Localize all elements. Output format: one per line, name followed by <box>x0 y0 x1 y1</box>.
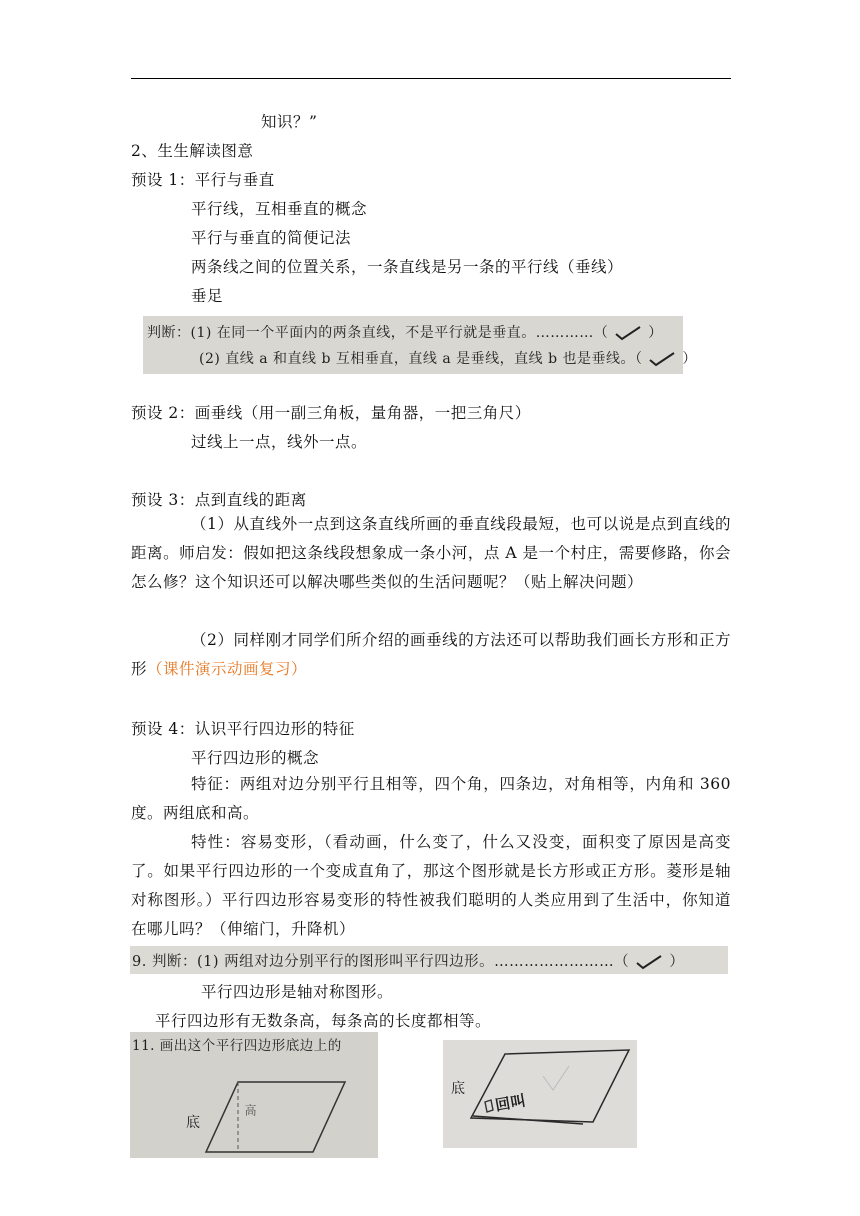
photo-line-2: (2) 直线 a 和直线 b 互相垂直，直线 a 是垂线，直线 b 也是垂线。（ <box>199 351 643 367</box>
photo-close-2: ） <box>682 351 697 367</box>
worksheet-photo-parallelogram <box>130 1032 378 1158</box>
height-label: 高 <box>243 1104 257 1117</box>
student-drawing-photo <box>443 1040 637 1148</box>
text-line-9: 过线上一点，线外一点。 <box>191 433 368 451</box>
photo-close-1: ） <box>648 325 663 341</box>
photo-line-1: 判断：(1) 在同一个平面内的两条直线，不是平行就是垂直。…………（ <box>147 325 609 341</box>
worksheet-photo-judgment-1 <box>143 316 697 374</box>
photo2-line-1: 9. 判断：(1) 两组对边分别平行的图形叫平行四边形。……………………（ <box>132 954 630 970</box>
text-line-12: 平行四边形的概念 <box>191 749 320 767</box>
checkmark-icon <box>613 326 643 340</box>
text-line-4: 平行线，互相垂直的概念 <box>191 200 368 218</box>
text-line-5: 平行与垂直的简便记法 <box>191 229 352 247</box>
photo3-title: 11. 画出这个平行四边形底边上的 <box>132 1038 342 1054</box>
paragraph-rectangle <box>131 626 731 684</box>
text-line-6: 两条线之间的位置关系，一条直线是另一条的平行线（垂线） <box>191 258 624 276</box>
worksheet-photo-judgment-2 <box>130 946 728 974</box>
paragraph-properties: 特性：容易变形，（看动画，什么变了，什么又没变，面积变了原因是高变了。如果平行四边形的一个变成直角了，那这个图形就是长方形或正方形。菱形是轴对称图形。）平行四边形容易变形的特性被我们聪明的人类应用到了生活中，你知道在哪儿吗？（伸缩门，升降机） <box>131 833 731 938</box>
text-line-14: 平行四边形有无数条高，每条高的长度都相等。 <box>155 1012 492 1030</box>
preset-1-heading: 预设 1：平行与垂直 <box>131 171 275 189</box>
base-label: 底 <box>186 1115 201 1131</box>
checkmark-icon <box>634 955 664 969</box>
student-parallelogram <box>443 1040 637 1148</box>
preset-2-heading: 预设 2：画垂线（用一副三角板，量角器，一把三角尺） <box>131 404 531 422</box>
courseware-note: （课件演示动画复习） <box>147 660 308 678</box>
header-rule <box>131 78 731 79</box>
text-line-7: 垂足 <box>191 287 224 305</box>
parallelogram-diagram <box>130 1032 378 1158</box>
preset-4-heading: 预设 4：认识平行四边形的特征 <box>131 720 355 738</box>
paragraph-distance: （1）从直线外一点到这条直线所画的垂直线段最短，也可以说是点到直线的距离。师启发：假如把这条线段想象成一条小河，点 A 是一个村庄，需要修路，你会怎么修？这个知识还可以解决哪些类似的生活问题呢？（贴上解决问题） <box>131 515 731 591</box>
student-base-label: 底 <box>451 1081 466 1097</box>
checkmark-icon <box>647 352 677 366</box>
section-heading-2: 2、生生解读图意 <box>131 142 254 160</box>
paragraph-features: 特征：两组对边分别平行且相等，四个角，四条边，对角相等，内角和 360 度。两组底和高。 <box>131 775 731 822</box>
text-line-13: 平行四边形是轴对称图形。 <box>201 983 394 1001</box>
preset-3-heading: 预设 3：点到直线的距离 <box>131 491 307 509</box>
paragraph-rectangle-text: （2）同样刚才同学们所介绍的画垂线的方法还可以帮助我们画长方形和正方形 <box>131 631 731 678</box>
photo2-close: ） <box>669 954 685 970</box>
text-line-1: 知识？” <box>261 113 318 131</box>
student-scribble: 回叫 <box>493 1091 528 1115</box>
